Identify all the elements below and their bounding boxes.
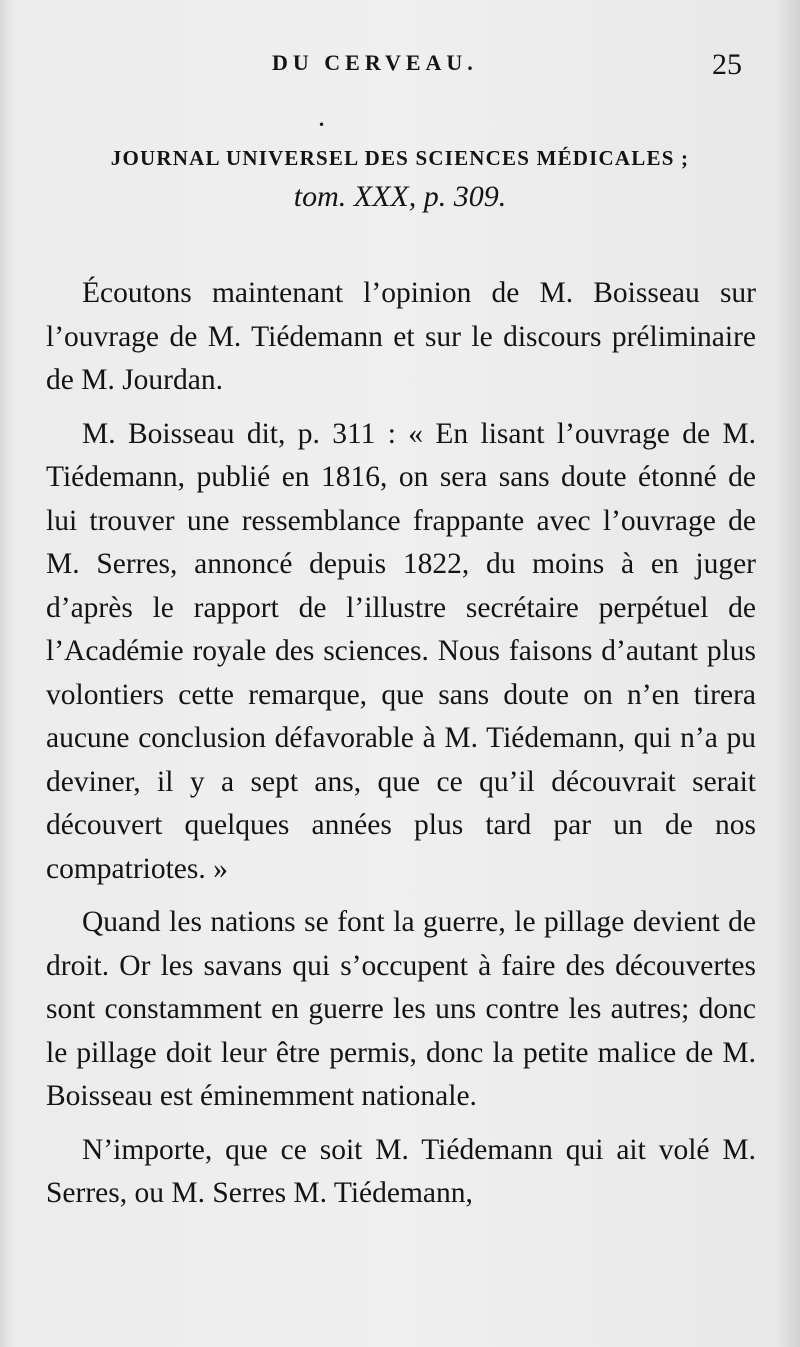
ornament-dot: • xyxy=(318,118,326,132)
body-text xyxy=(46,272,756,1226)
paragraph: Écoutons maintenant l’opinion de M. Boisseau sur l’ouvrage de M. Tiédemann et sur le discours préliminaire de M. Jourdan. xyxy=(46,277,756,396)
page-number: 25 xyxy=(712,48,742,81)
journal-title: JOURNAL UNIVERSEL DES SCIENCES MÉDICALES ; xyxy=(110,146,690,170)
paragraph: M. Boisseau dit, p. 311 : « En lisant l’ouvrage de M. Tiédemann, publié en 1816, on sera sans doute étonné de lui trouver une ressemblance frappante avec l’ouvrage de M. Serres, annoncé depuis 1822, du moins à en juger d’après le rapport de l’illustre secrétaire perpétuel de l’Académie royale des sciences. Nous faisons d’autant plus volontiers cette remarque, que sans doute on n’en tirera aucune conclusion défavorable à M. Tiédemann, qui n’a pu deviner, il y a sept ans, que ce qu’il découvrait serait découvert quelques années plus tard par un de nos compatriotes. » xyxy=(46,417,756,885)
paragraph: Quand les nations se font la guerre, le pillage devient de droit. Or les savans qui s’occupent à faire des découvertes sont constamment en guerre les uns contre les autres; donc le pillage doit leur être permis, donc la petite malice de M. Boisseau est éminemment nationale. xyxy=(46,906,756,1112)
journal-citation: tom. XXX, p. 309. xyxy=(293,180,507,213)
paragraph: N’importe, que ce soit M. Tiédemann qui ait volé M. Serres, ou M. Serres M. Tiédemann, xyxy=(46,1133,756,1209)
running-head xyxy=(0,50,800,90)
running-title: DU CERVEAU. xyxy=(272,50,478,75)
